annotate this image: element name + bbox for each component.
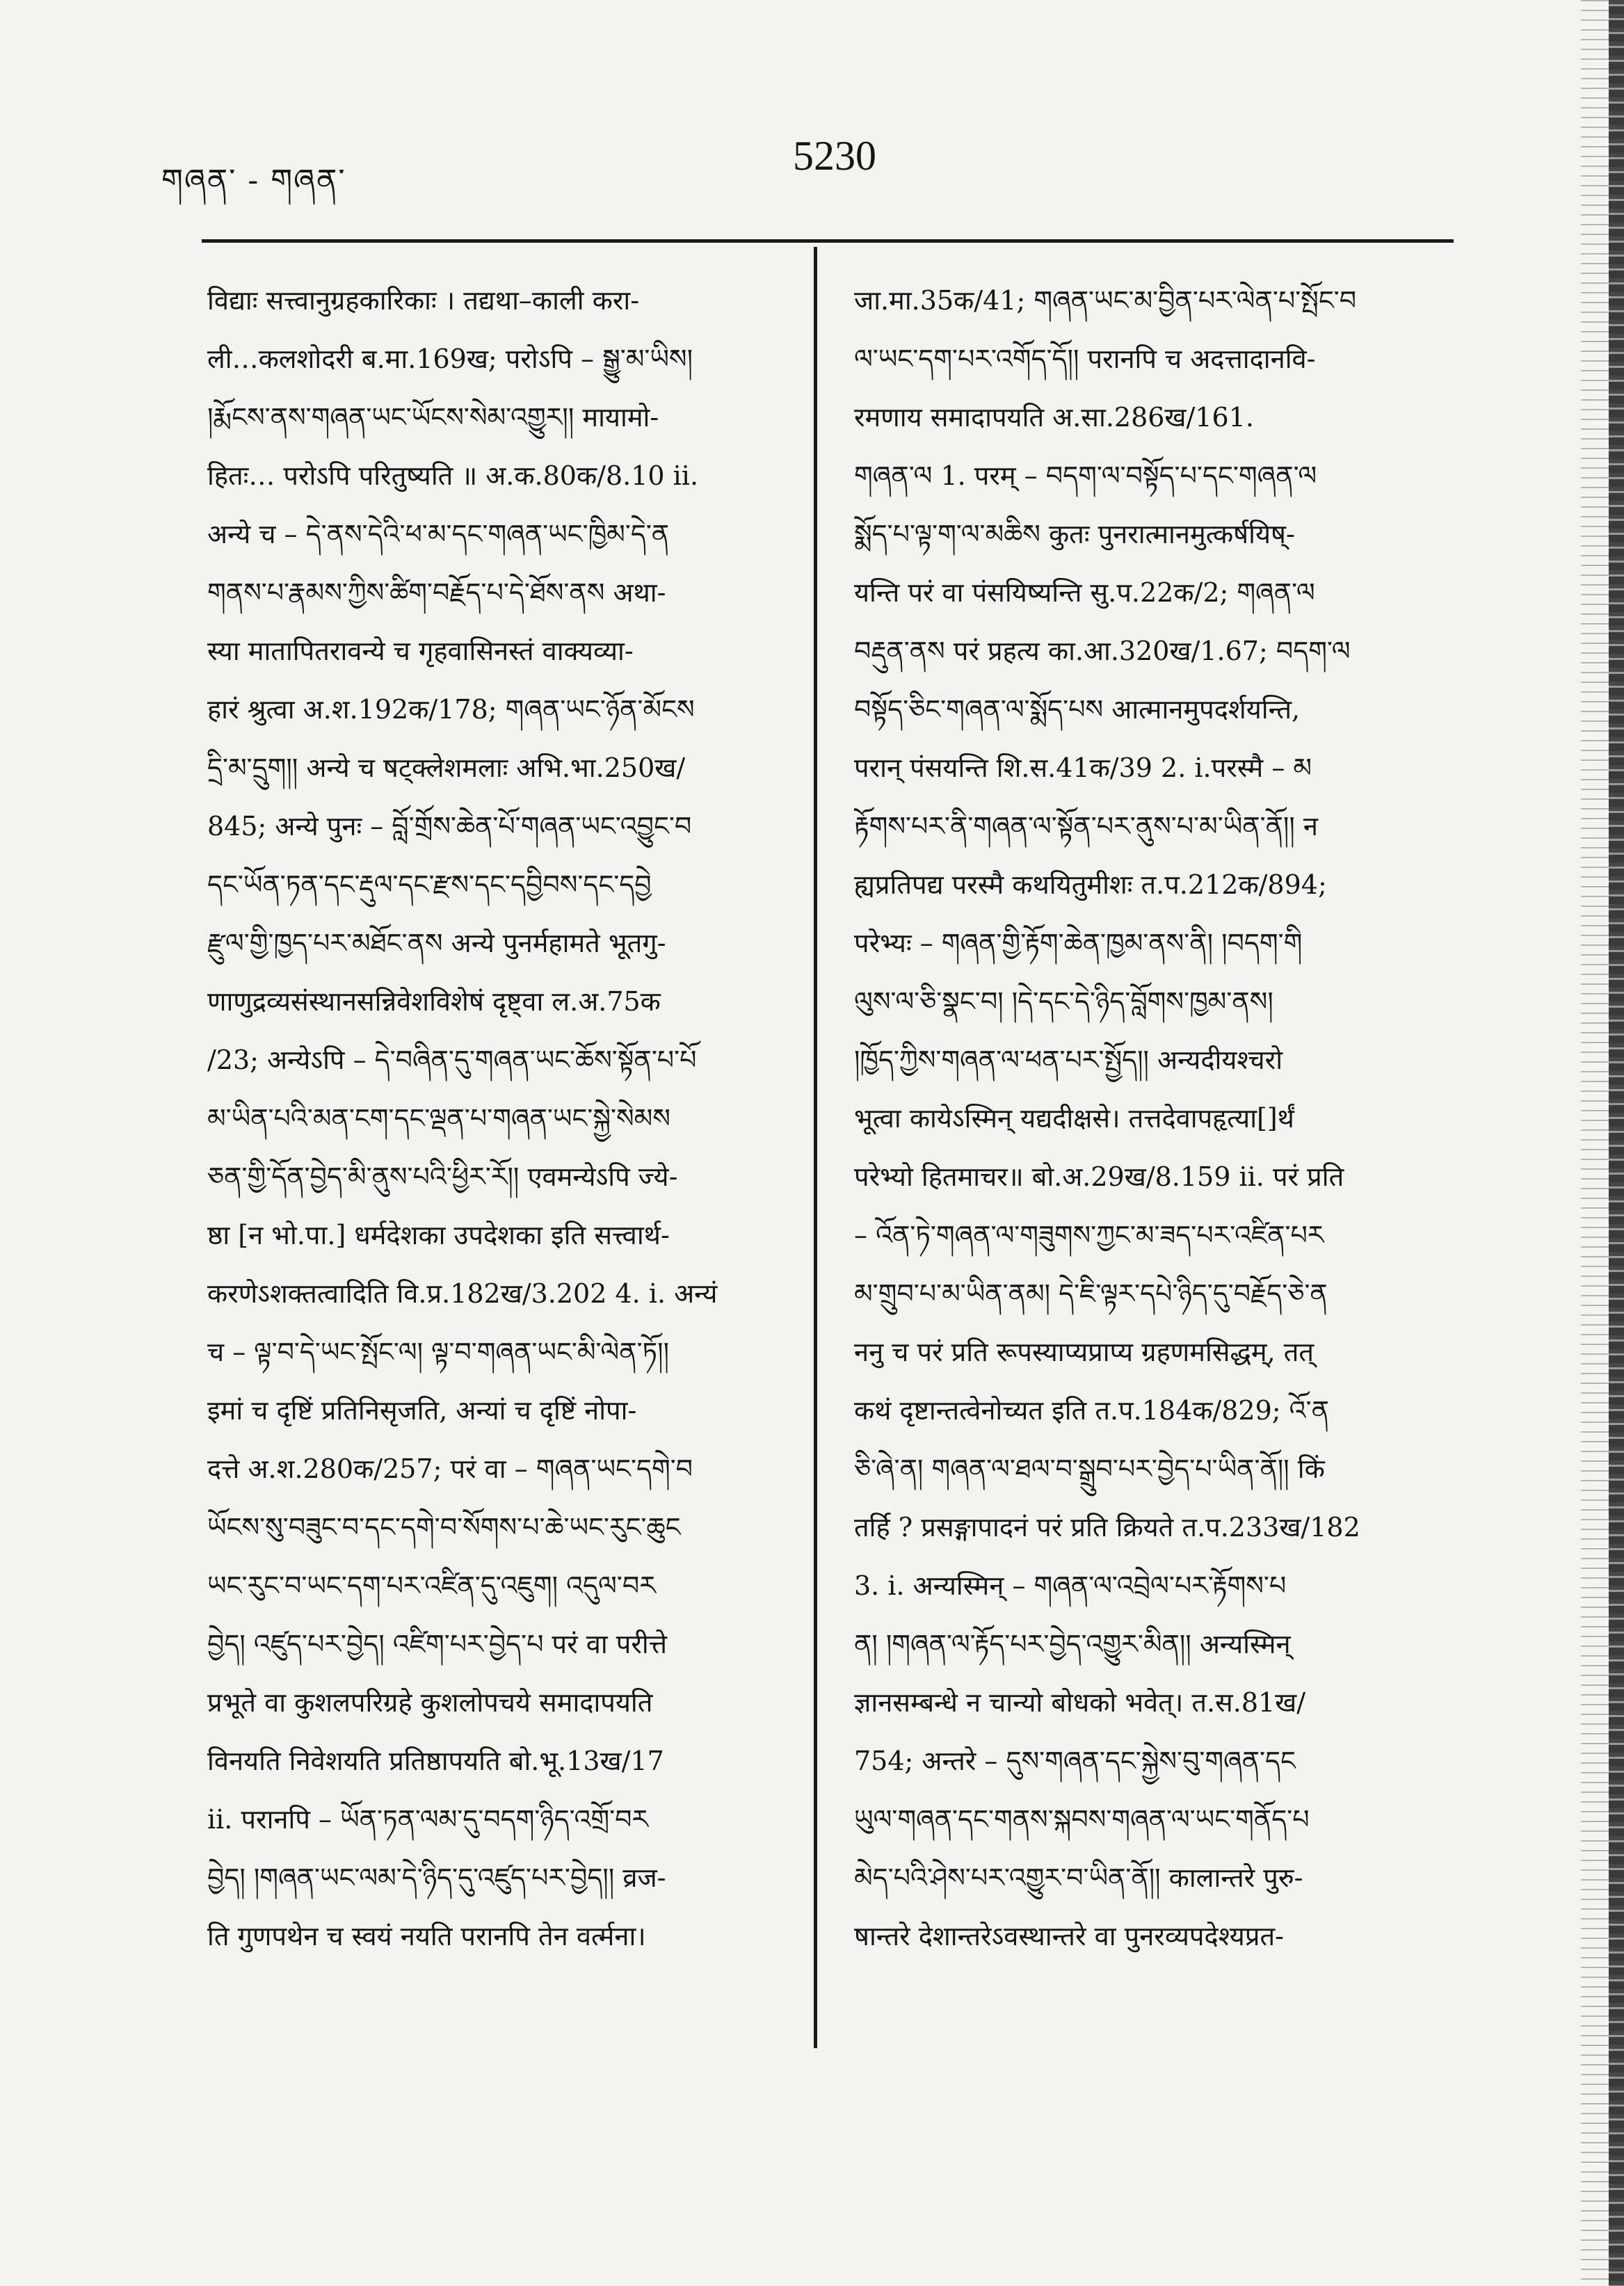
- text-line: यन्ति परं वा पंसयिष्यन्ति सु.प.22क/2; གཞན་ལ: [854, 577, 1315, 608]
- text-line: ष्ठा [न भो.पा.] धर्मदेशका उपदेशका इति सत्त्वार्थ-: [207, 1220, 670, 1250]
- right-column: [854, 271, 1454, 1965]
- text-line: प्रभूते वा कुशलपरिग्रहे कुशलोपचये समादापयति: [207, 1687, 653, 1718]
- text-line: ii. परानपि – ཡོན་ཏན་ལམ་དུ་བདག་ཉིད་འགྲོ་བར: [207, 1804, 649, 1835]
- column-divider: [814, 247, 817, 2048]
- text-line: इमां च दृष्टिं प्रतिनिसृजति, अन्यां च दृष्टिं नोपा-: [207, 1395, 637, 1426]
- scan-edge-speckle: [1581, 0, 1609, 2286]
- text-line: परान् पंसयन्ति शि.स.41क/39 2. i.परस्मै – མ: [854, 752, 1312, 783]
- text-line: མ་ཡིན་པའི་མན་ངག་དང་ལྡན་པ་གཞན་ཡང་སྐྱེ་སེམས: [207, 1103, 670, 1134]
- text-line: स्या मातापितरावन्ये च गृहवासिनस्तं वाक्यव्या-: [207, 636, 634, 666]
- text-line: ली…कलशोदरी ब.मा.169ख; परोऽपि – སྒྱུ་མ་ཡིས།: [207, 344, 693, 374]
- text-line: हितः… परोऽपि परितुष्यति ॥ अ.क.80क/8.10 ii.: [207, 460, 699, 491]
- text-line: གཞན་ལ 1. परम् – བདག་ལ་བསྟོད་པ་དང་གཞན་ལ: [854, 460, 1317, 491]
- text-line: जा.मा.35क/41; གཞན་ཡང་མ་བྱིན་པར་ལེན་པ་སྤོང་བ: [854, 285, 1357, 316]
- text-line: भूत्वा कायेऽस्मिन् यद्यदीक्षसे। तत्तदेवापहृत्या[]र्थं: [854, 1103, 1294, 1134]
- text-line: अन्ये च – དེ་ནས་དེའི་ཕ་མ་དང་གཞན་ཡང་ཁྱིམ་དེ་ན: [207, 519, 670, 549]
- text-line: कथं दृष्टान्तत्वेनोच्यत इति त.प.184क/829; འོ་ན: [854, 1395, 1329, 1426]
- text-line: ननु च परं प्रति रूपस्याप्यप्राप्य ग्रहणमसिद्धम्, तत्: [854, 1337, 1315, 1367]
- text-line: ཡང་རུང་བ་ཡང་དག་པར་འཛིན་དུ་འཇུག། འདུལ་བར: [207, 1570, 656, 1601]
- text-line: ह्यप्रतिपद्य परस्मै कथयितुमीशः त.प.212क/894;: [854, 869, 1327, 900]
- text-line: ཡོངས་སུ་བཟུང་བ་དང་དགེ་བ་སོགས་པ་ཆེ་ཡང་རུང་ཆུང: [207, 1512, 681, 1543]
- text-line: གནས་པ་རྣམས་ཀྱིས་ཚིག་བརྗོད་པ་དེ་ཐོས་ནས अथा-: [207, 577, 666, 608]
- left-column: [207, 271, 798, 1965]
- text-line: 3. i. अन्यस्मिन् – གཞན་ལ་འབྲེལ་པར་རྟོགས་པ: [854, 1570, 1287, 1601]
- text-line: བསྟོད་ཅིང་གཞན་ལ་སྨོད་པས आत्मानमुपदर्शयन्ति,: [854, 694, 1301, 725]
- text-line: विनयति निवेशयति प्रतिष्ठापयति बो.भू.13ख/17: [207, 1746, 664, 1776]
- text-line: །རྨོངས་ནས་གཞན་ཡང་ཡོངས་སེམ་འགྱུར།། मायामो-: [207, 402, 659, 433]
- text-line: རྫུལ་གྱི་ཁྱད་པར་མཐོང་ནས अन्ये पुनर्महामते भूतगु-: [207, 928, 666, 958]
- text-line: च – ལྟ་བ་དེ་ཡང་སྤོང་ལ། ལྟ་བ་གཞན་ཡང་མི་ལེན་ཏོ།།: [207, 1337, 669, 1367]
- text-line: བརྡུན་ནས परं प्रहत्य का.आ.320ख/1.67; བདག་ལ: [854, 636, 1351, 666]
- text-line: तर्हि ? प्रसङ्गापादनं परं प्रति क्रियते त.प.233ख/182: [854, 1512, 1360, 1543]
- text-line: ज्ञानसम्बन्धे न चान्यो बोधको भवेत्। त.स.81ख/: [854, 1687, 1306, 1718]
- text-line: དྲི་མ་དྲུག།། अन्ये च षट्क्लेशमलाः अभि.भा.250ख/: [207, 752, 686, 783]
- text-line: ཅན་གྱི་དོན་བྱེད་མི་ནུས་པའི་ཕྱིར་རོ།། एवमन्येऽपि ज्ये-: [207, 1161, 678, 1192]
- text-line: མ་གྲུབ་པ་མ་ཡིན་ནམ། དེ་ཇི་ལྟར་དཔེ་ཉིད་དུ་བརྗོད་ཅེ་ན: [854, 1278, 1328, 1309]
- running-head: གཞན་ - གཞན་: [161, 163, 346, 198]
- text-line: བྱེད། འཛུད་པར་བྱེད། འཛིག་པར་བྱེད་པ परं वा परीत्ते: [207, 1629, 667, 1659]
- text-line: རྟོགས་པར་ནི་གཞན་ལ་སྟོན་པར་ནུས་པ་མ་ཡིན་ནོ།། न: [854, 811, 1318, 842]
- text-line: परेभ्यो हितमाचर॥ बो.अ.29ख/8.159 ii. परं प्रति: [854, 1161, 1344, 1192]
- text-line: षान्तरे देशान्तरेऽवस्थान्तरे वा पुनरव्यपदेश्यप्रत-: [854, 1921, 1284, 1951]
- text-line: रमणाय समादापयति अ.सा.286ख/161.: [854, 402, 1254, 433]
- text-line: སྨོད་པ་ལྟ་ག་ལ་མཆིས कुतः पुनरात्मानमुत्कर्षयिष्-: [854, 519, 1295, 549]
- text-line: /23; अन्येऽपि – དེ་བཞིན་དུ་གཞན་ཡང་ཆོས་སྟོན་པ་པོ: [207, 1045, 697, 1075]
- text-line: हारं श्रुत्वा अ.श.192क/178; གཞན་ཡང་ཉོན་མོངས: [207, 694, 695, 725]
- text-line: མེད་པའི་ཤེས་པར་འགྱུར་བ་ཡིན་ནོ།། कालान्तरे पुरु-: [854, 1862, 1303, 1893]
- text-line: णाणुद्रव्यसंस्थानसन्निवेशविशेषं दृष्ट्वा ल.अ.75क: [207, 986, 661, 1017]
- text-line: །ཁྱོད་ཀྱིས་གཞན་ལ་ཕན་པར་སྤྱོད།། अन्यदीयश्चरो: [854, 1045, 1283, 1075]
- text-line: 754; अन्तरे – དུས་གཞན་དང་སྐྱེས་བུ་གཞན་དང: [854, 1746, 1296, 1776]
- text-line: दत्ते अ.श.280क/257; परं वा – གཞན་ཡང་དགེ་བ: [207, 1454, 693, 1484]
- text-line: ཅི་ཞེ་ན། གཞན་ལ་ཐལ་བ་སྒྲུབ་པར་བྱེད་པ་ཡིན་ནོ།། किं: [854, 1454, 1325, 1484]
- text-line: विद्याः सत्त्वानुग्रहकारिकाः । तद्यथा–काली करा-: [207, 285, 640, 316]
- text-line: – འོན་ཏེ་གཞན་ལ་གཟུགས་ཀྱང་མ་ཟད་པར་འཛིན་པར: [854, 1220, 1324, 1250]
- scan-edge-strip: [1609, 0, 1624, 2286]
- text-line: ན། །གཞན་ལ་རྟོད་པར་བྱེད་འགྱུར་མིན།། अन्यस्मिन्: [854, 1629, 1291, 1659]
- text-line: 845; अन्ये पुनः – བློ་གྲོས་ཆེན་པོ་གཞན་ཡང་འབྱུང་བ: [207, 811, 692, 842]
- text-line: ཡུལ་གཞན་དང་གནས་སྐབས་གཞན་ལ་ཡང་གནོད་པ: [854, 1804, 1310, 1835]
- text-line: བྱེད། །གཞན་ཡང་ལམ་དེ་ཉིད་དུ་འཛུད་པར་བྱེད།། व्रज-: [207, 1862, 666, 1893]
- page-number: 5230: [793, 133, 876, 179]
- text-line: ति गुणपथेन च स्वयं नयति परानपि तेन वर्त्मना।: [207, 1921, 646, 1951]
- text-line: परेभ्यः – གཞན་གྱི་རྟོག་ཆེན་ཁྱམ་ནས་ནི། །བདག་གི: [854, 928, 1303, 958]
- text-line: करणेऽशक्तत्वादिति वि.प्र.182ख/3.202 4. i. अन्यं: [207, 1278, 718, 1309]
- text-line: ལ་ཡང་དག་པར་འགོད་དོ།། परानपि च अदत्तादानवि-: [854, 344, 1316, 374]
- header-rule: [202, 239, 1454, 243]
- text-line: དང་ཡོན་ཏན་དང་རྡུལ་དང་རྫས་དང་དབྱིབས་དང་དབྱེ: [207, 869, 652, 900]
- text-line: ལུས་ལ་ཅི་སྣང་བ། །དེ་དང་དེ་ཉིད་བློགས་ཁྱམ་ནས།: [854, 986, 1273, 1017]
